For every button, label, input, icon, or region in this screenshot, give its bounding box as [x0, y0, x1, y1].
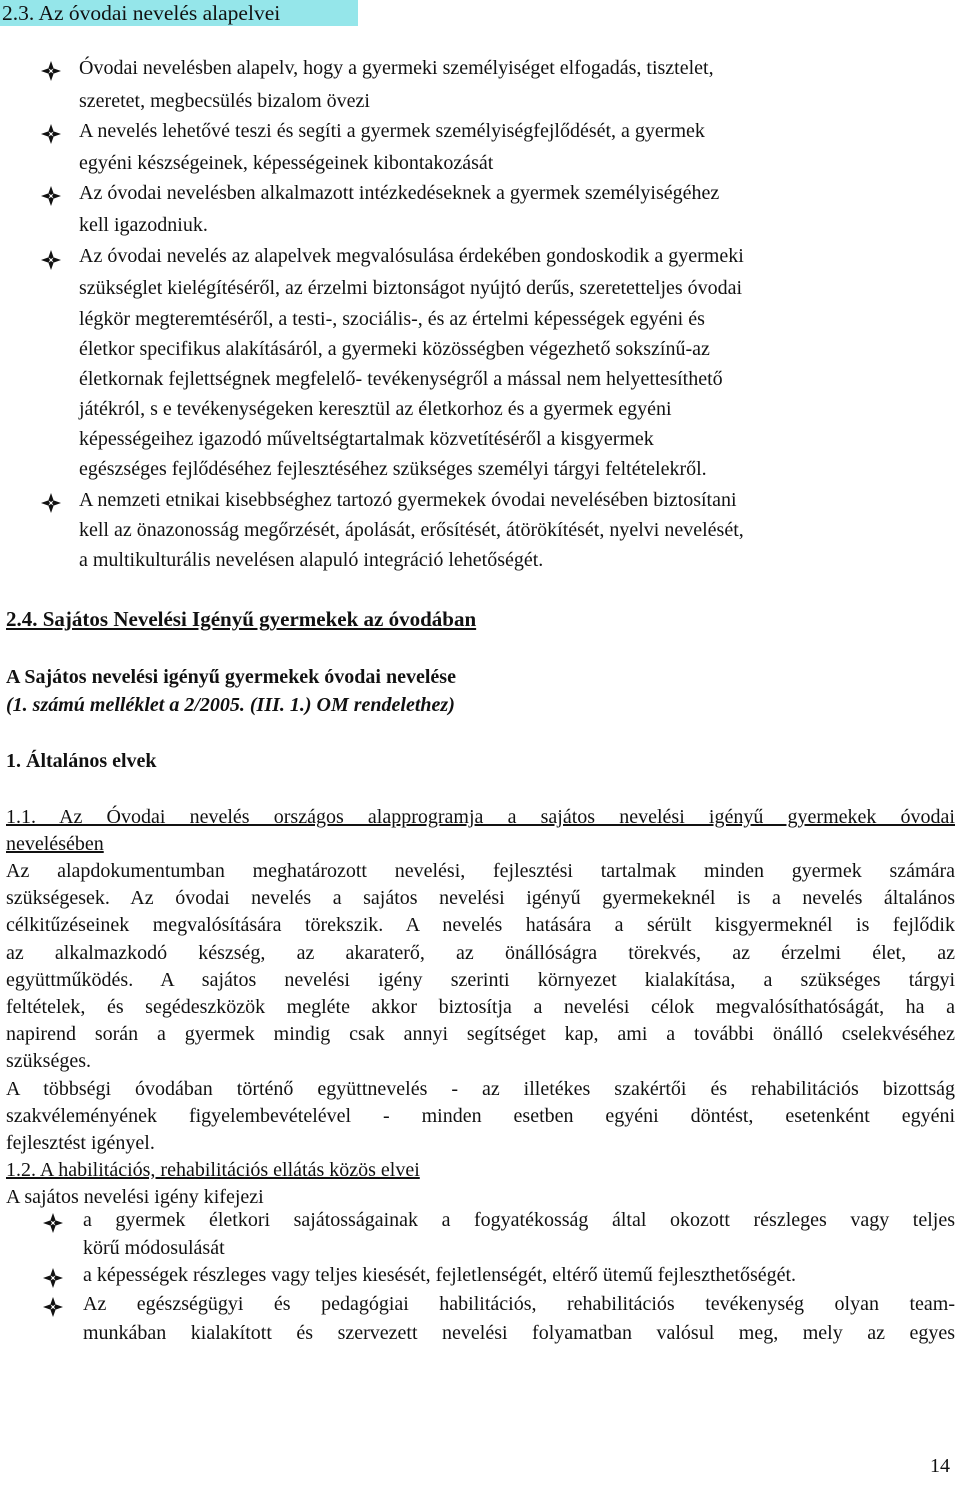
bullet-text: munkában kialakított és szervezett nevelési folyamatban valósul meg, mely az egyes [83, 1322, 955, 1344]
bullet-text: légkör megteremtéséről, a testi-, szociális-, és az értelmi képességek egyéni és [79, 308, 705, 330]
bullet-text: egészséges fejlődéséhez fejlesztéséhez szükséges személyi tárgyi feltételekről. [79, 458, 707, 480]
bullet-text: A nevelés lehetővé teszi és segíti a gyermek személyiségfejlődését, a gyermek [79, 120, 705, 142]
bullet-text: szükséglet kielégítéséről, az érzelmi biztonságot nyújtó derűs, szeretetteljes óvodai [79, 277, 743, 299]
subsection-title: nevelésében [6, 833, 104, 855]
bullet-text: kell igazodniuk. [79, 214, 208, 236]
paragraph-line: A többségi óvodában történő együttnevelés - az illetékes szakértői és rehabilitációs bizottság [6, 1078, 955, 1100]
bullet-text: játékról, s e tevékenységeken keresztül az életkorhoz és a gyermek egyéni [79, 398, 672, 420]
paragraph-line: az alkalmazkodó készség, az akaraterő, az önállóságra törekvés, az érzelmi élet, az [6, 942, 955, 964]
diamond-bullet-icon [40, 249, 62, 271]
bullet-text: képességeihez igazodó műveltségtartalmak közvetítéséről a kisgyermek [79, 428, 654, 450]
paragraph-line: szakvéleményének figyelembevételével - minden esetben egyéni döntést, esetenként egyéni [6, 1105, 955, 1127]
diamond-bullet-icon [40, 60, 62, 82]
diamond-bullet-icon [40, 123, 62, 145]
diamond-bullet-icon [42, 1296, 64, 1318]
paragraph-line: szükségesek. Az óvodai nevelés a sajátos nevelési igényű gyermekeknél is a nevelés általános [6, 887, 955, 909]
intro-text: A sajátos nevelési igény kifejezi [6, 1186, 264, 1208]
subsection-title: 1.2. A habilitációs, rehabilitációs ellátás közös elvei [6, 1159, 420, 1181]
diamond-bullet-icon [42, 1212, 64, 1234]
paragraph-line: együttműködés. A sajátos nevelési igény szerinti környezet kialakítása, a szükséges tárgyi [6, 969, 955, 991]
reference-note: (1. számú melléklet a 2/2005. (III. 1.) OM rendelethez) [6, 694, 455, 716]
paragraph-line: szükséges. [6, 1050, 91, 1072]
paragraph-line: célkitűzéseinek megvalósítására törekszik. A nevelés hatására a sérült kisgyermeknél is fejlődik [6, 914, 955, 936]
bullet-text: A nemzeti etnikai kisebbséghez tartozó gyermekek óvodai nevelésében biztosítani [79, 489, 737, 511]
section-heading: 2.4. Sajátos Nevelési Igényű gyermekek az óvodában [6, 607, 477, 631]
bullet-text: egyéni készségeinek, képességeinek kibontakozását [79, 152, 494, 174]
paragraph-line: feltételek, és segédeszközök megléte akkor biztosítja a nevelési célok megvalósíthatóságát, ha a [6, 996, 955, 1018]
diamond-bullet-icon [40, 492, 62, 514]
bullet-text: Az óvodai nevelésben alkalmazott intézkedéseknek a gyermek személyiségéhez [79, 182, 720, 204]
bullet-text: kell az önazonosság megőrzését, ápolását, erősítését, átörökítését, nyelvi nevelését, [79, 519, 744, 541]
diamond-bullet-icon [40, 185, 62, 207]
subheading: A Sajátos nevelési igényű gyermekek óvodai nevelése [6, 666, 456, 688]
paragraph-line: napirend során a gyermek mindig csak annyi segítséget kap, ami a további önálló cselekvéséhez [6, 1023, 955, 1045]
bullet-text: körű módosulását [83, 1237, 225, 1259]
page-number: 14 [930, 1455, 950, 1477]
bullet-text: a képességek részleges vagy teljes kiesését, fejletlenségét, eltérő ütemű fejleszthetőségét. [83, 1264, 797, 1286]
paragraph-line: Az alapdokumentumban meghatározott nevelési, fejlesztési tartalmak minden gyermek számára [6, 860, 955, 882]
paragraph-line: fejlesztést igényel. [6, 1132, 155, 1154]
section-heading: 2.3. Az óvodai nevelés alapelvei [0, 0, 358, 26]
diamond-bullet-icon [42, 1267, 64, 1289]
bullet-text: a multikulturális nevelésen alapuló integráció lehetőségét. [79, 549, 544, 571]
bullet-text: Az egészségügyi és pedagógiai habilitációs, rehabilitációs tevékenység olyan team- [83, 1293, 955, 1315]
bullet-text: a gyermek életkori sajátosságainak a fogyatékosság által okozott részleges vagy teljes [83, 1209, 955, 1231]
general-principles-title: 1. Általános elvek [6, 750, 157, 772]
bullet-text: életkor specifikus alakításáról, a gyermeki közösségben végezhető sokszínű-az [79, 338, 710, 360]
bullet-text: Óvodai nevelésben alapelv, hogy a gyermeki személyiséget elfogadás, tisztelet, [79, 57, 714, 79]
subsection-title: 1.1. Az Óvodai nevelés országos alapprogramja a sajátos nevelési igényű gyermekek óvodai [6, 806, 955, 828]
bullet-text: életkornak fejlettségnek megfelelő- tevékenységről a mással nem helyettesíthető [79, 368, 723, 390]
bullet-text: Az óvodai nevelés az alapelvek megvalósulása érdekében gondoskodik a gyermeki [79, 245, 744, 267]
bullet-text: szeretet, megbecsülés bizalom övezi [79, 90, 370, 112]
